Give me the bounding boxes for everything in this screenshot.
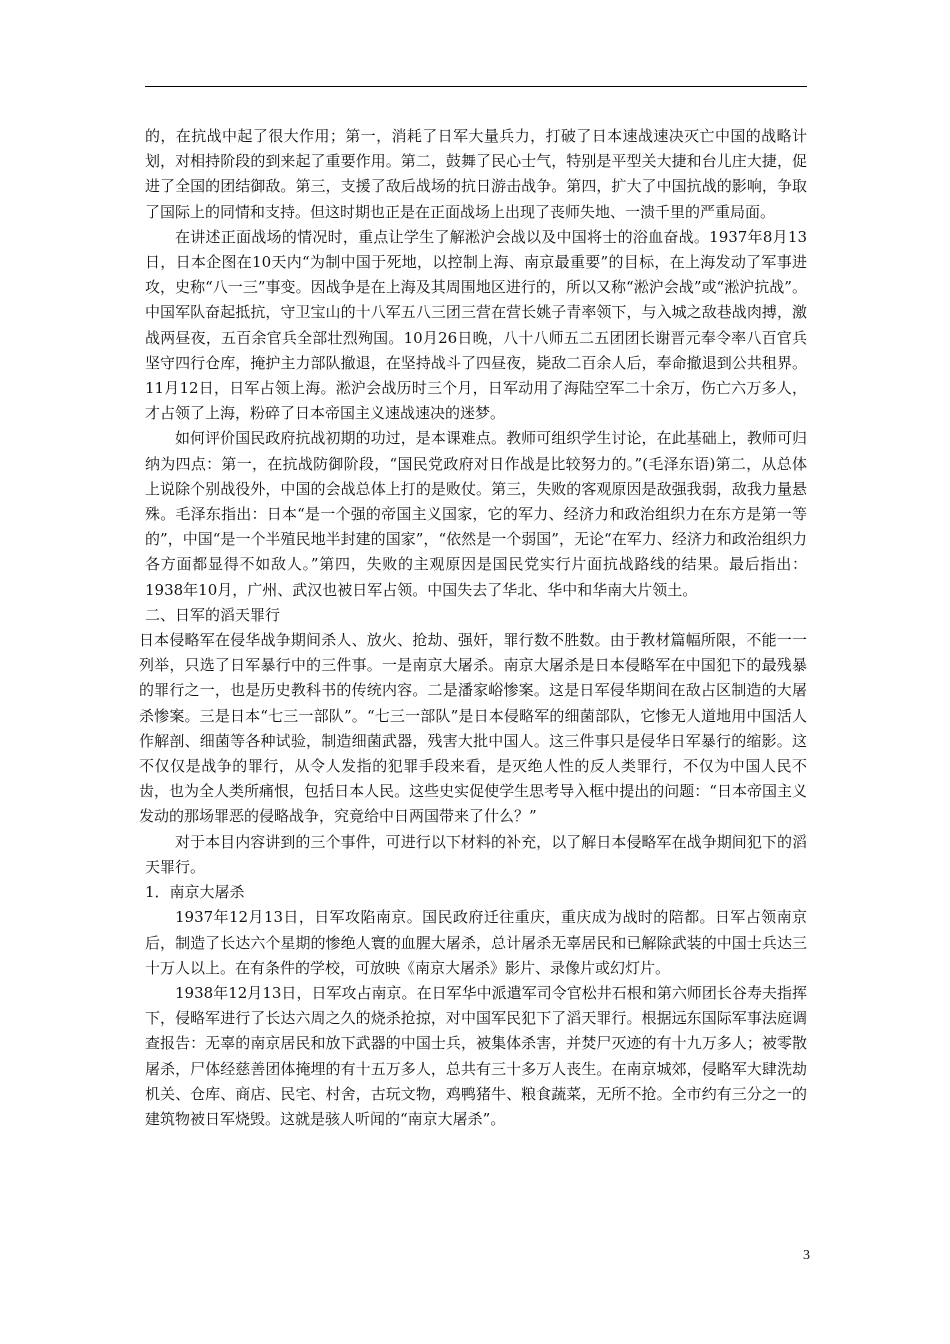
document-body [139,124,807,1132]
paragraph-continuation: 的，在抗战中起了很大作用；第一，消耗了日军大量兵力，打破了日本速战速决灭亡中国的战略计划，对相持阶段的到来起了重要作用。第二，鼓舞了民心士气，特别是平型关大捷和台儿庄大捷，促进了全国的团结御敌。第三，支援了敌后战场的抗日游击战争。第四，扩大了中国抗战的影响，争取了国际上的同情和支持。但这时期也正是在正面战场上出现了丧师失地、一溃千里的严重局面。 [145,127,807,221]
paragraph-evaluation: 如何评价国民政府抗战初期的功过，是本课难点。教师可组织学生讨论，在此基础上，教师可归纳为四点：第一，在抗战防御阶段，“国民党政府对日作战是比较努力的。”(毛泽东语)第二，从总体上说除个别战役外，中国的会战总体上打的是败仗。第三，失败的客观原因是敌强我弱，敌我力量悬殊。毛泽东指出：日本“是一个强的帝国主义国家，它的军力、经济力和政治组织力在东方是第一等的”，中国“是一个半殖民地半封建的国家”，“依然是一个弱国”，无论“在军力、经济力和政治组织力各方面都显得不如敌人。”第四，失败的主观原因是国民党实行片面抗战路线的结果。最后指出：1938年10月，广州、武汉也被日军占领。中国失去了华北、华中和华南大片领土。 [145,429,807,599]
page-number: 3 [803,1248,810,1263]
paragraph-nanjing-report: 1938年12月13日，日军攻占南京。在日军华中派遣军司令官松井石根和第六师团长谷寿夫指挥下，侵略军进行了长达六周之久的烧杀抢掠，对中国军民犯下了滔天罪行。根据远东国际军事法庭调查报告：无辜的南京居民和放下武器的中国士兵，被集体杀害，并焚尸灭迹的有十九万多人；被零散屠杀，尸体经慈善团体掩埋的有十五万多人，总共有三十多万人丧生。在南京城郊，侵略军大肆洗劫机关、仓库、商店、民宅、村舍，古玩文物，鸡鸭猪牛、粮食蔬菜，无所不抢。全市约有三分之一的建筑物被日军烧毁。这就是骇人听闻的“南京大屠杀”。 [145,983,807,1128]
paragraph-songhu-battle: 在讲述正面战场的情况时，重点让学生了解淞沪会战以及中国将士的浴血奋战。1937年8月13日，日本企图在10天内“为制中国于死地，以控制上海、南京最重要”的目标，在上海发动了军事进攻，史称“八一三”事变。因战争是在上海及其周围地区进行的，所以又称“淞沪会战”或“淞沪抗战”。中国军队奋起抵抗，守卫宝山的十八军五八三团三营在营长姚子青率领下，与入城之敌巷战肉搏，激战两昼夜，五百余官兵全部壮烈殉国。10月26日晚，八十八师五二五团团长谢晋元奉令率八百官兵坚守四行仓库，掩护主力部队撤退，在坚持战斗了四昼夜，毙敌二百余人后，奉命撤退到公共租界。11月12日，日军占领上海。淞沪会战历时三个月，日军动用了海陆空军二十余万，伤亡六万多人，才占领了上海，粉碎了日本帝国主义速战速决的迷梦。 [145,227,807,423]
paragraph-supplement-intro: 对于本目内容讲到的三个事件，可进行以下材料的补充，以了解日本侵略军在战争期间犯下的滔天罪行。 [145,832,807,876]
paragraph-nanjing-1937: 1937年12月13日，日军攻陷南京。国民政府迁往重庆，重庆成为战时的陪都。日军占领南京后，制造了长达六个星期的惨绝人寰的血腥大屠杀，总计屠杀无辜居民和已解除武装的中国士兵达三十万人以上。在有条件的学校，可放映《南京大屠杀》影片、录像片或幻灯片。 [145,908,807,977]
section-heading-atrocities: 二、日军的滔天罪行 [145,605,281,624]
header-rule [145,86,807,87]
paragraph-atrocities-overview: 日本侵略军在侵华战争期间杀人、放火、抢劫、强奸，罪行数不胜数。由于教材篇幅所限，不能一一列举，只选了日军暴行中的三件事。一是南京大屠杀。南京大屠杀是日本侵略军在中国犯下的最残暴的罪行之一，也是历史教科书的传统内容。二是潘家峪惨案。这是日军侵华期间在敌占区制造的大屠杀惨案。三是日本“七三一部队”。“七三一部队”是日本侵略军的细菌部队，它惨无人道地用中国活人作解剖、细菌等各种试验，制造细菌武器，残害大批中国人。这三件事只是侵华日军暴行的缩影。这不仅仅是战争的罪行，从令人发指的犯罪手段来看，是灭绝人性的反人类罪行，不仅为中国人民不齿，也为全人类所痛恨，包括日本人民。这些史实促使学生思考导入框中提出的问题：“日本帝国主义发动的那场罪恶的侵略战争，究竟给中日两国带来了什么？” [139,631,807,826]
subheading-nanjing-massacre: 1．南京大屠杀 [145,883,245,902]
